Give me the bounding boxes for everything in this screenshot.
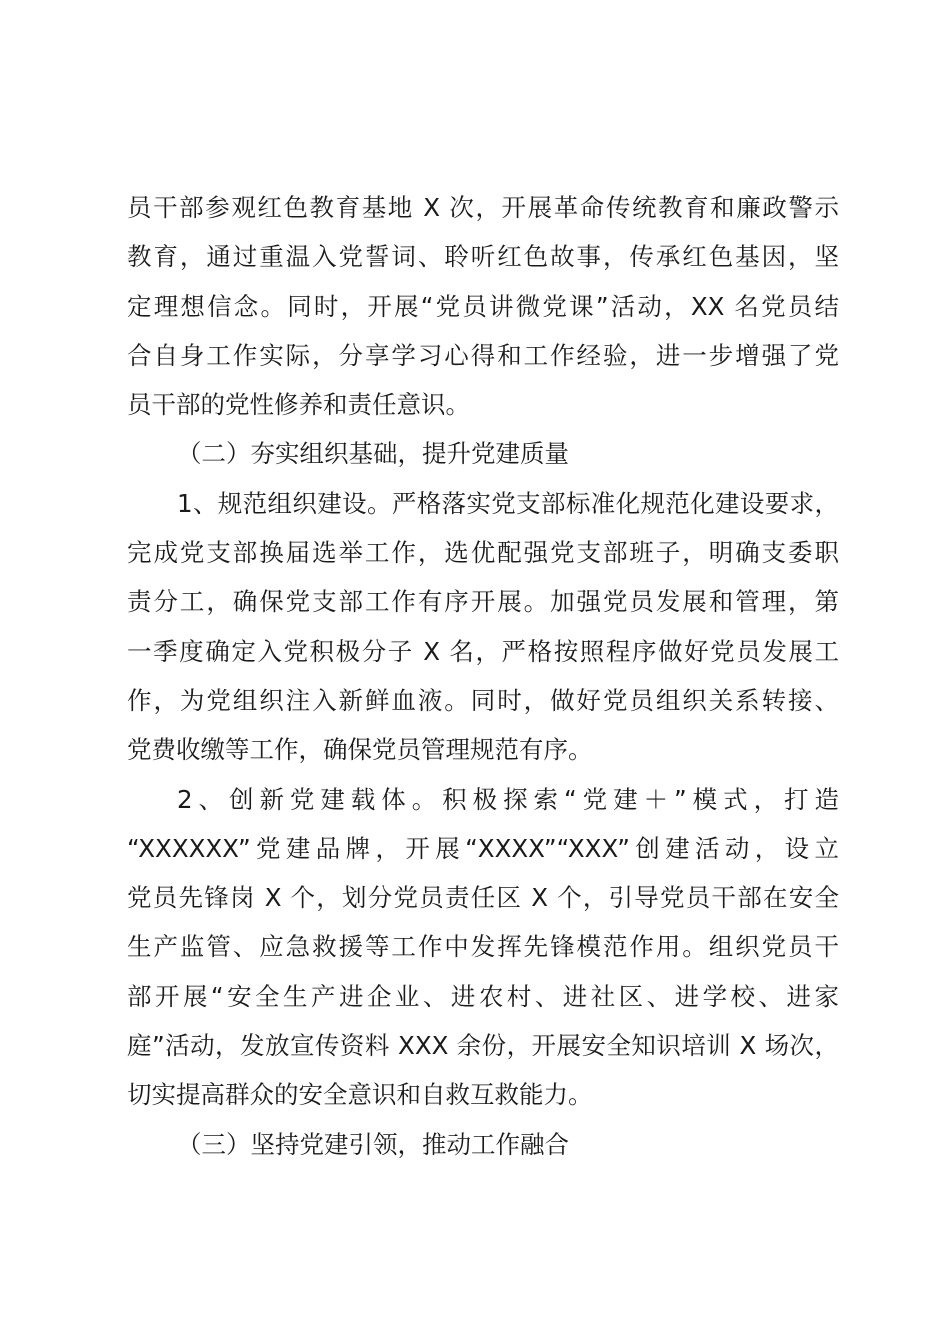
text-line: 一季度确定入党积极分子 X 名，严格按照程序做好党员发展工 xyxy=(127,636,839,666)
text-line: “XXXXXX”党建品牌，开展“XXXX”“XXX”创建活动，设立 xyxy=(127,833,839,863)
paragraph-item-1 xyxy=(127,479,839,775)
text-line: 切实提高群众的安全意识和自救互救能力。 xyxy=(127,1080,593,1110)
document-body xyxy=(127,183,839,1169)
text-line: 庭”活动，发放宣传资料 XXX 余份，开展安全知识培训 X 场次， xyxy=(127,1031,839,1061)
text-line: 员干部参观红色教育基地 X 次，开展革命传统教育和廉政警示 xyxy=(127,193,839,222)
text-line: 定理想信念。同时，开展“党员讲微党课”活动，XX 名党员结 xyxy=(127,291,839,321)
text-line: 教育，通过重温入党誓词、聆听红色故事，传承红色基因，坚 xyxy=(127,242,839,272)
text-line: 生产监管、应急救援等工作中发挥先锋模范作用。组织党员干 xyxy=(127,932,839,962)
text-line: 员干部的党性修养和责任意识。 xyxy=(127,390,470,420)
paragraph-item-2 xyxy=(127,775,839,1120)
text-line: 合自身工作实际，分享学习心得和工作经验，进一步增强了党 xyxy=(127,340,839,370)
text-line: 1、规范组织建设。严格落实党支部标准化规范化建设要求， xyxy=(177,488,839,518)
text-line: 责分工，确保党支部工作有序开展。加强党员发展和管理，第 xyxy=(127,587,839,617)
text-line: 部开展“安全生产进企业、进农村、进社区、进学校、进家 xyxy=(127,981,839,1011)
text-line: 2、创新党建载体。积极探索“党建＋”模式，打造 xyxy=(177,784,839,814)
text-line: 党费收缴等工作，确保党员管理规范有序。 xyxy=(127,735,593,765)
heading-text: （三）坚持党建引领，推动工作融合 xyxy=(177,1129,569,1159)
text-line: 党员先锋岗 X 个，划分党员责任区 X 个，引导党员干部在安全 xyxy=(127,883,839,913)
text-line: 完成党支部换届选举工作，选优配强党支部班子，明确支委职 xyxy=(127,538,839,568)
section-heading-3 xyxy=(127,1120,839,1169)
paragraph-continued xyxy=(127,183,839,429)
heading-text: （二）夯实组织基础，提升党建质量 xyxy=(177,439,569,469)
text-line: 作，为党组织注入新鲜血液。同时，做好党员组织关系转接、 xyxy=(127,685,839,715)
section-heading-2 xyxy=(127,429,839,478)
